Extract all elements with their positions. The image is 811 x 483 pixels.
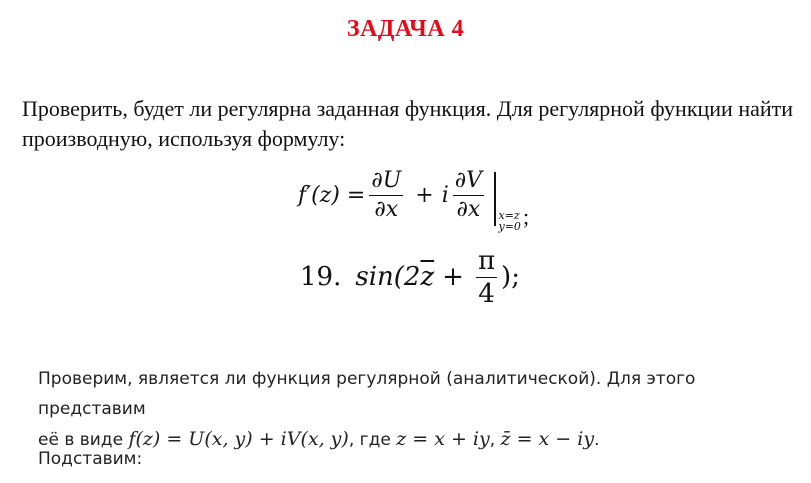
comma: , — [489, 430, 496, 450]
period: . — [594, 430, 600, 450]
solution-paragraph — [38, 364, 798, 455]
math-zbar-definition: z̄ = x − iy — [500, 428, 595, 450]
line2-mid: , где — [348, 430, 391, 450]
formula-semicolon: ; — [522, 204, 530, 229]
solution-line-2 — [38, 424, 798, 455]
solution-line-1: Проверим, является ли функция регулярной (аналитической). Для этого представим — [38, 369, 696, 419]
evaluation-bar — [494, 172, 496, 226]
fraction-pi-4 — [476, 246, 497, 309]
problem-statement: Проверить, будет ли регулярна заданная функция. Для регулярной функции найти производную, используя формулу: — [22, 96, 794, 151]
derivative-formula — [298, 160, 530, 233]
fraction-numerator: ∂V — [453, 168, 484, 196]
task-item — [300, 244, 520, 310]
condition-x: x=z — [498, 209, 520, 222]
math-representation: f(z) = U(x, y) + iV(x, y) — [128, 428, 349, 450]
fraction-denominator: ∂x — [374, 196, 399, 222]
evaluation-conditions — [499, 210, 521, 232]
fraction-dv-dx — [453, 168, 484, 223]
line2-prefix: её в виде — [38, 430, 124, 450]
function-start: sin(2 — [355, 262, 421, 292]
imaginary-unit: i — [441, 182, 449, 208]
formula-lhs: f′(z) = — [298, 182, 366, 208]
fraction-numerator: ∂U — [369, 168, 403, 196]
item-number: 19. — [300, 262, 342, 292]
conjugate-z: $\overline{z}$ — [420, 262, 435, 292]
fraction-denominator: ∂x — [456, 196, 481, 222]
plus-sign: + — [442, 262, 464, 292]
substitute-label: Подставим: — [38, 449, 143, 469]
condition-y: y=0 — [498, 220, 521, 233]
fraction-numerator: π — [477, 245, 496, 276]
math-z-definition: z = x + iy — [396, 428, 490, 450]
function-end: ); — [501, 262, 520, 292]
plus-sign: + — [415, 182, 434, 208]
fraction-denominator: 4 — [478, 278, 495, 309]
page-title: ЗАДАЧА 4 — [346, 16, 465, 42]
fraction-du-dx — [369, 168, 403, 223]
